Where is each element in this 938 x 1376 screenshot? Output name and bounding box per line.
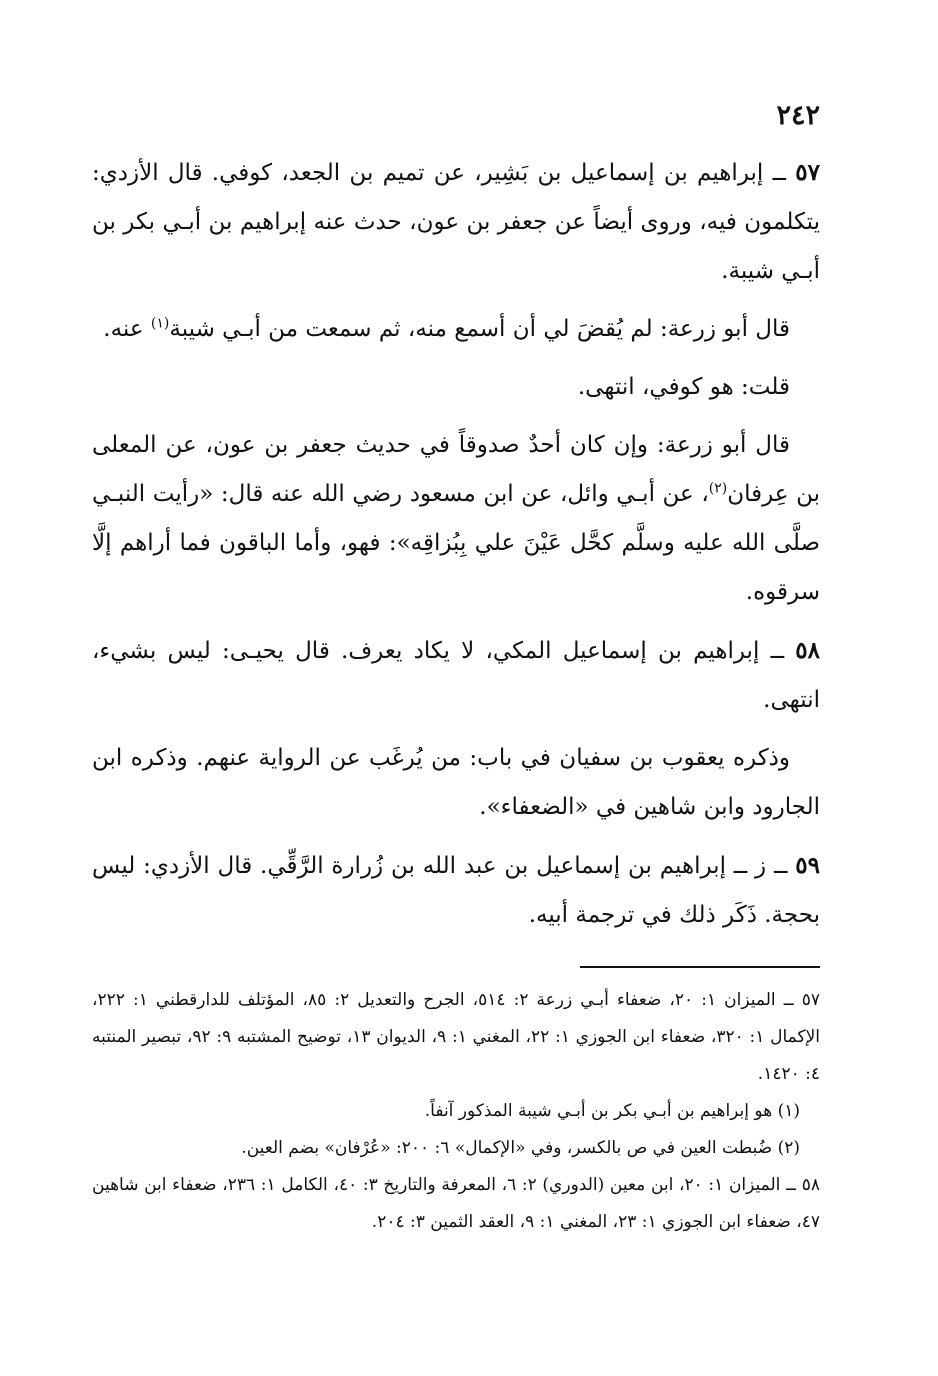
footnote-source-58 [92, 1167, 820, 1241]
entry-text: إبراهيم بن إسماعيل المكي، لا يكاد يعرف. قال يحيـى: ليس بشيء، انتهى. [92, 638, 820, 713]
footnote-ref-1[interactable]: (١) [150, 315, 170, 332]
footnote-source-57 [92, 982, 820, 1093]
entry-number: ٥٨ [795, 637, 820, 664]
footnote-number: ٥٧ [801, 990, 821, 1010]
footnote-dash: ــ [786, 1175, 797, 1195]
entry-58 [92, 626, 820, 725]
paragraph-text: ، عن أبـي وائل، عن ابن مسعود رضي الله عنه قال: «رأيت النبـي صلَّى الله عليه وسلَّم كحَّل عَيْنَ علي بِبُزاقِه»: فهو، وأما الباقون فما أراهم إلَّا سرقوه. [92, 481, 820, 605]
footnote-number: ٥٨ [801, 1175, 820, 1195]
entry-57 [92, 148, 820, 296]
footnote-number: (١) [777, 1101, 800, 1121]
footnote-ref-2[interactable]: (٢) [708, 480, 728, 497]
footnote-divider [580, 966, 820, 968]
entry-text: إبراهيم بن إسماعيل بن بَشِير، عن تميم بن الجعد، كوفي. قال الأزدي: يتكلمون فيه، وروى أيضاً عن جعفر بن عون، حدث عنه إبراهيم بن أبـي بكر بن أبـي شيبة. [92, 160, 820, 284]
entry-number: ٥٩ [795, 852, 820, 879]
entry-58-note: وذكره يعقوب بن سفيان في باب: من يُرغَب عن الرواية عنهم. وذكره ابن الجارود وابن شاهين في «الضعفاء». [92, 745, 820, 820]
book-page [92, 96, 820, 1241]
footnote-text: ضُبطت العين في ص بالكسر، وفي «الإكمال» ٦: ٢٠٠: «عُرْفان» بضم العين. [241, 1138, 773, 1158]
entry-dash: ــ [772, 160, 787, 186]
footnote-dash: ــ [783, 990, 794, 1010]
paragraph-text: قال أبو زرعة: وإن كان أحدٌ صدوقاً في حديث جعفر بن عون، عن المعلى بن عِرفان [92, 432, 820, 507]
footnote-text: الميزان ١: ٢٠، ابن معين (الدوري) ٢: ٦، المعرفة والتاريخ ٣: ٤٠، الكامل ١: ٢٣٦، ضعفاء ابن شاهين ٤٧، ضعفاء ابن الجوزي ١: ٢٣، المغني ١: ٩، العقد الثمين ٣: ٢٠٤. [92, 1175, 820, 1232]
entry-dash: ــ [773, 853, 788, 879]
entry-57-author-note: قلت: هو كوفي، انتهى. [577, 374, 790, 400]
footnote-2 [92, 1130, 820, 1167]
paragraph-text: قال أبو زرعة: لم يُقضَ لي أن أسمع منه، ثم سمعت من أبـي شيبة [169, 316, 790, 342]
entry-59 [92, 841, 820, 940]
entry-57-hadith-note [92, 421, 820, 617]
footnote-1 [92, 1093, 820, 1130]
footnote-text: الميزان ١: ٢٠، ضعفاء أبـي زرعة ٢: ٥١٤، الجرح والتعديل ٢: ٨٥، المؤتلف للدارقطني ١: ٢٢٢، الإكمال ١: ٣٢٠، ضعفاء ابن الجوزي ١: ٢٢، المغني ١: ٩، الديوان ١٣، توضيح المشتبه ٩: ٩٢، تبصير المنتبه ٤: ١٤٢٠. [92, 990, 821, 1084]
footnote-text: هو إبراهيم بن أبـي بكر بن أبـي شيبة المذكور آنفاً. [424, 1101, 773, 1121]
entry-dash: ــ [770, 638, 785, 664]
entry-57-abu-zura-note [92, 305, 820, 354]
entry-number: ٥٧ [795, 159, 821, 186]
page-number: ٢٤٢ [776, 100, 820, 131]
paragraph-text: عنه. [103, 316, 151, 342]
entry-text: ز ــ إبراهيم بن إسماعيل بن عبد الله بن زُرارة الرَّقِّي. قال الأزدي: ليس بحجة. ذَكَر ذلك في ترجمة أبيه. [92, 853, 820, 928]
footnote-number: (٢) [777, 1138, 800, 1158]
